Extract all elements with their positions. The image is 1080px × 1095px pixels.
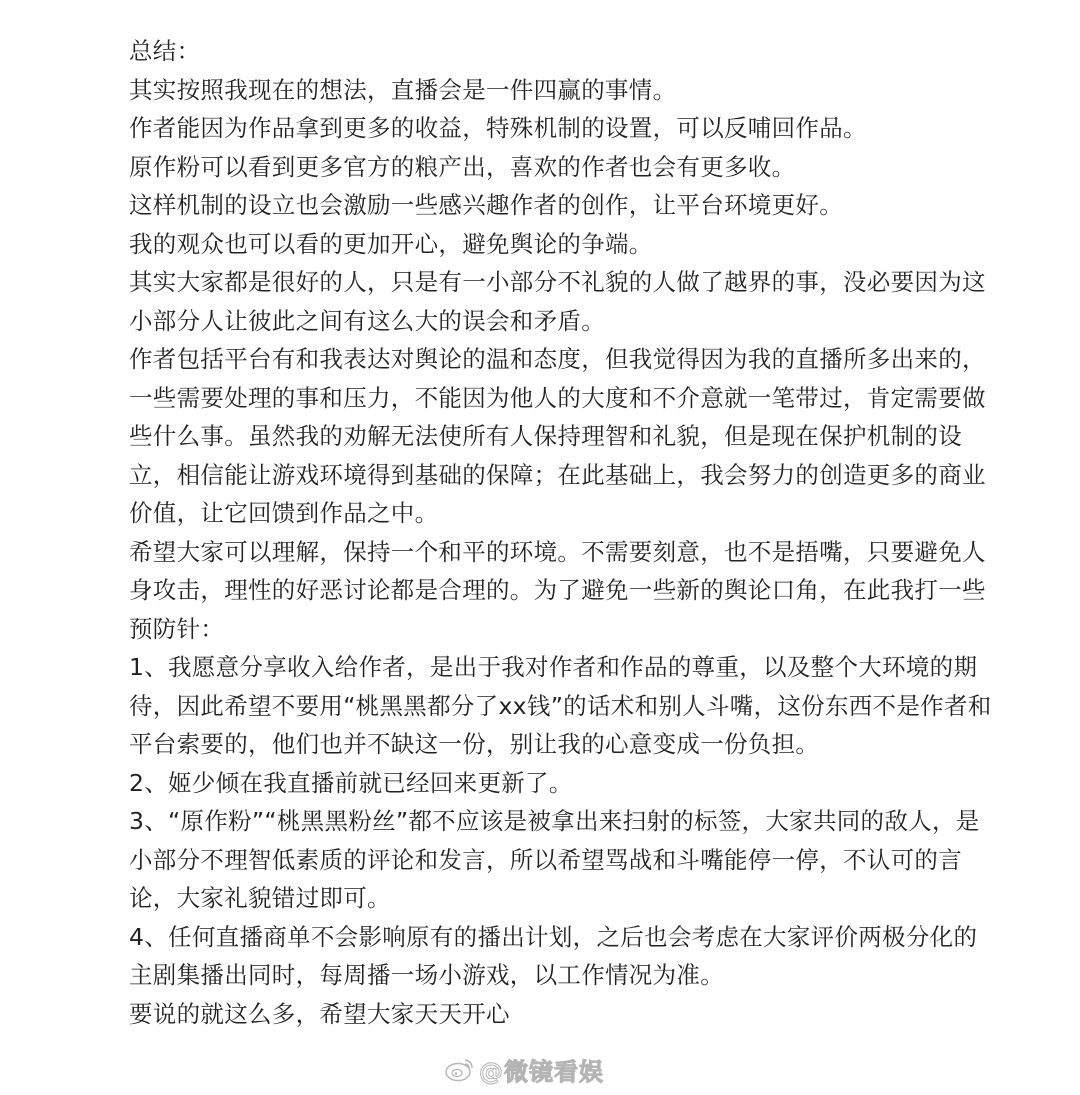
weibo-logo-icon — [445, 1056, 475, 1082]
document-body — [129, 32, 1049, 1033]
text-line: 其实大家都是很好的人，只是有一小部分不礼貌的人做了越界的事，没必要因为这 — [129, 268, 986, 296]
text-line: 主剧集播出同时，每周播一场小游戏，以工作情况为准。 — [129, 961, 724, 989]
text-line: 小部分不理智低素质的评论和发言，所以希望骂战和斗嘴能停一停，不认可的言 — [129, 845, 962, 874]
text-line: 3、“原作粉”“桃黑黑粉丝”都不应该是被拿出来扫射的标签，大家共同的敌人，是 — [129, 807, 980, 835]
text-line: 预防针： — [129, 614, 225, 643]
text-line: 作者能因为作品拿到更多的收益，特殊机制的设置，可以反哺回作品。 — [129, 114, 867, 142]
watermark — [445, 1051, 604, 1087]
text-line: 一些需要处理的事和压力，不能因为他人的大度和不介意就一笔带过，肯定需要做 — [129, 383, 986, 412]
text-line: 平台索要的，他们也并不缺这一份，别让我的心意变成一份负担。 — [129, 730, 820, 758]
text-line: 小部分人让彼此之间有这么大的误会和矛盾。 — [129, 306, 605, 335]
text-line: 我的观众也可以看的更加开心，避免舆论的争端。 — [129, 229, 653, 258]
text-line-heading: 总结： — [129, 37, 201, 65]
text-line: 要说的就这么多，希望大家天天开心 — [129, 999, 510, 1028]
text-line: 价值，让它回馈到作品之中。 — [129, 499, 439, 527]
text-line: 1、我愿意分享收入给作者，是出于我对作者和作品的尊重，以及整个大环境的期 — [129, 653, 978, 681]
watermark-text: @微镜看娱 — [479, 1057, 604, 1086]
text-line: 论，大家礼貌错过即可。 — [129, 884, 391, 912]
text-line: 希望大家可以理解，保持一个和平的环境。不需要刻意，也不是捂嘴，只要避免人 — [129, 537, 986, 566]
text-line: 立，相信能让游戏环境得到基础的保障；在此基础上，我会努力的创造更多的商业 — [129, 460, 986, 489]
text-line: 作者包括平台有和我表达对舆论的温和态度，但我觉得因为我的直播所多出来的， — [129, 345, 986, 373]
text-line: 原作粉可以看到更多官方的粮产出，喜欢的作者也会有更多收。 — [129, 152, 796, 181]
text-line: 其实按照我现在的想法，直播会是一件四赢的事情。 — [129, 75, 677, 104]
text-line: 待，因此希望不要用“桃黑黑都分了xx钱”的话术和别人斗嘴，这份东西不是作者和 — [129, 691, 992, 720]
text-line: 2、姬少倾在我直播前就已经回来更新了。 — [129, 768, 573, 797]
text-line: 些什么事。虽然我的劝解无法使所有人保持理智和礼貌，但是现在保护机制的设 — [129, 422, 962, 450]
text-line: 身攻击，理性的好恶讨论都是合理的。为了避免一些新的舆论口角，在此我打一些 — [129, 576, 986, 604]
text-line: 这样机制的设立也会激励一些感兴趣作者的创作，让平台环境更好。 — [129, 191, 843, 219]
text-line: 4、任何直播商单不会影响原有的播出计划，之后也会考虑在大家评价两极分化的 — [129, 922, 978, 951]
